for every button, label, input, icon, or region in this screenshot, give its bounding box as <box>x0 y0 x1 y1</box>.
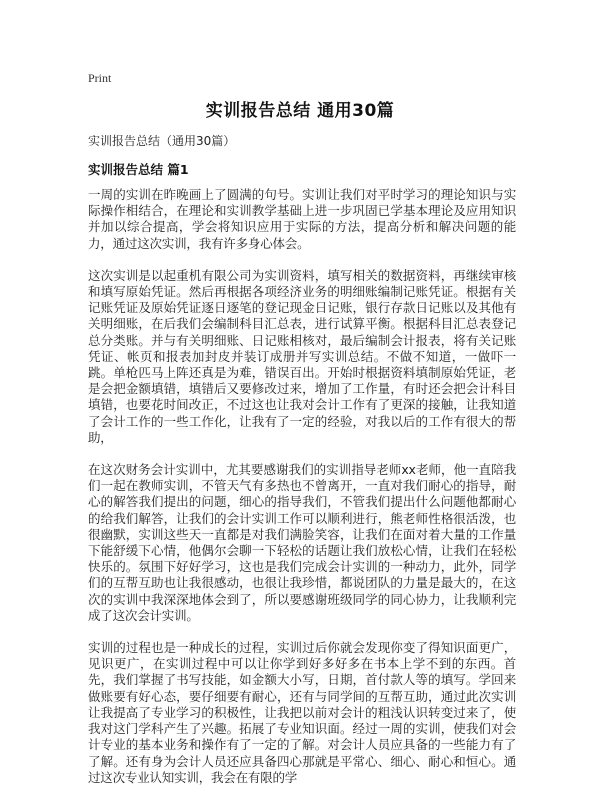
document-title: 实训报告总结 通用30篇 <box>205 101 395 121</box>
paragraph-2: 这次实训是以起重机有限公司为实训资料，填写相关的数据资料，再继续审核和填写原始凭证。然后再根据各项经济业务的明细账编制记账凭证。根据有关记账凭证及原始凭证逐日逐笔的登记现金日记账，银行存款日记账以及其他有关明细账，在后我们会编制科目汇总表，进行试算平衡。根据科目汇总表登记总分类账。并与有关明细账、日记账相核对，最后编制会计报表，将有关记账凭证、帐页和报表加封皮并装订成册并写实训总结。不做不知道，一做吓一跳。单枪匹马上阵还真是为难，错误百出。开始时根据资料填制原始凭证，老是会把金额填错，填错后又要修改过来，增加了工作量，有时还会把会计科目填错，也要花时间改正，不过这也让我对会计工作有了更深的接触，让我知道了会计工作的一些工作化，让我有了一定的经验，对我以后的工作有很大的帮助， <box>88 267 516 445</box>
document-subtitle: 实训报告总结（通用30篇） <box>88 134 236 148</box>
paragraph-3: 在这次财务会计实训中，尤其要感谢我们的实训指导老师xx老师，他一直陪我们一起在教师实训，不管天气有多热也不曾离开，一直对我们耐心的指导，耐心的解答我们提出的问题，细心的指导我们，不管我们提出什么问题他都耐心的给我们解答，让我们的会计实训工作可以顺利进行，熊老师性格很活泼，也很幽默，实训这些天一直都是对我们满脸笑容，让我们在面对着大量的工作量下能舒缓下心情，他偶尔会聊一下轻松的话题让我们放松心情，让我们在轻松快乐的。氛围下好好学习，这也是我们完成会计实训的一种动力，此外，同学们的互帮互助也让我很感动，也很让我珍惜，都说团队的力量是最大的，在这次的实训中我深深地体会到了，所以要感谢班级同学的同心协力，让我顺利完成了这次会计实训。 <box>88 462 516 623</box>
paragraph-1: 一周的实训在昨晚画上了圆满的句号。实训让我们对平时学习的理论知识与实际操作相结合，在理论和实训教学基础上进一步巩固已学基本理论及应用知识并加以综合提高，学会将知识应用于实际的方法，提高分析和解决问题的能力，通过这次实训，我有许多身心体会。 <box>88 187 516 251</box>
document-body <box>88 187 516 802</box>
print-label: Print <box>88 71 112 85</box>
paragraph-4: 实训的过程也是一种成长的过程，实训过后你就会发现你变了得知识面更广，见识更广，在实训过程中可以让你学到好多好多在书本上学不到的东西。首先，我们掌握了书写技能，如金额大小写，日期，首付款人等的填写。学回来做账要有好心态，要仔细要有耐心，还有与同学间的互帮互助，通过此次实训让我提高了专业学习的积极性，让我把以前对会计的粗浅认识转变过来了，使我对这门学科产生了兴趣。拓展了专业知识面。经过一周的实训，使我们对会计专业的基本业务和操作有了一定的了解。对会计人员应具备的一些能力有了了解。还有身为会计人员还应具备四心那就是平常心、细心、耐心和恒心。通过这次专业认知实训，我会在有限的学 <box>88 640 516 785</box>
section-heading: 实训报告总结 篇1 <box>88 162 189 177</box>
